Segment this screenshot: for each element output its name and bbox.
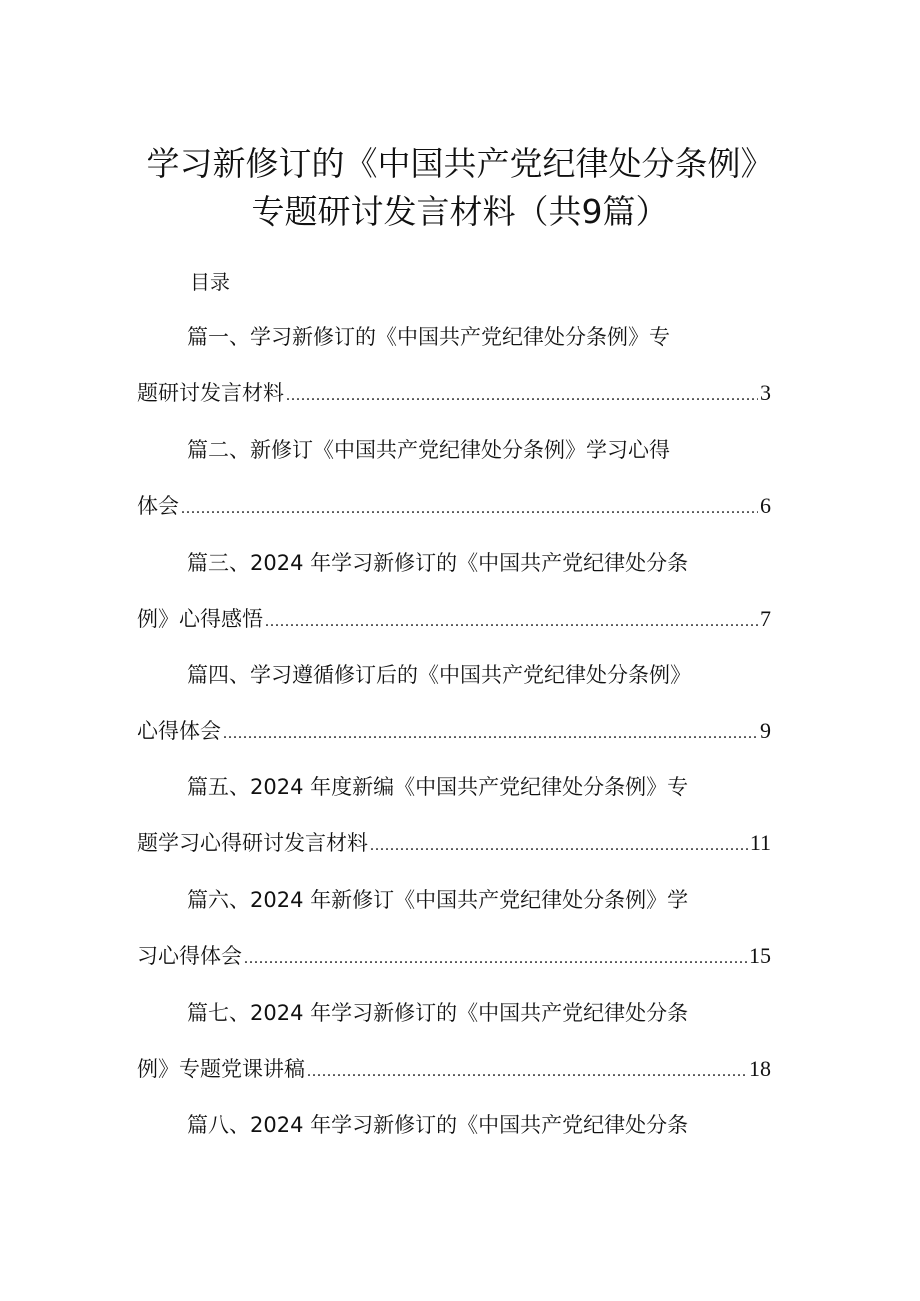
- toc-heading: 目录: [190, 270, 230, 294]
- document-title-line-1: 学习新修订的《中国共产党纪律处分条例》: [146, 144, 774, 183]
- toc-entry-title: 习心得体会: [137, 944, 242, 968]
- toc-entry-1-line-2[interactable]: [137, 378, 771, 411]
- toc-entry-title: 题研讨发言材料: [137, 381, 284, 405]
- toc-page-number: 7: [760, 606, 771, 631]
- toc-entry-4-line-1[interactable]: 篇四、学习遵循修订后的《中国共产党纪律处分条例》: [187, 663, 691, 687]
- toc-entry-4-line-2[interactable]: [137, 716, 771, 749]
- document-title-line-2: 专题研讨发言材料（共9篇）: [251, 192, 669, 231]
- dot-leader: [265, 607, 758, 637]
- toc-entry-5-line-1[interactable]: 篇五、2024 年度新编《中国共产党纪律处分条例》专: [187, 775, 689, 799]
- toc-entry-2-line-1[interactable]: 篇二、新修订《中国共产党纪律处分条例》学习心得: [187, 438, 670, 462]
- toc-page-number: 18: [749, 1056, 771, 1081]
- dot-leader: [286, 381, 758, 411]
- dot-leader: [223, 719, 758, 749]
- toc-entry-title: 例》心得感悟: [137, 607, 263, 631]
- dot-leader: [307, 1057, 747, 1087]
- toc-entry-2-line-2[interactable]: [137, 491, 771, 524]
- toc-page-number: 15: [749, 943, 771, 968]
- toc-entry-title: 题学习心得研讨发言材料: [137, 831, 368, 855]
- dot-leader: [181, 494, 758, 524]
- toc-entry-3-line-2[interactable]: [137, 604, 771, 637]
- toc-entry-7-line-1[interactable]: 篇七、2024 年学习新修订的《中国共产党纪律处分条: [187, 1001, 689, 1025]
- toc-entry-6-line-2[interactable]: [137, 941, 771, 974]
- toc-entry-8-line-1[interactable]: 篇八、2024 年学习新修订的《中国共产党纪律处分条: [187, 1113, 689, 1137]
- toc-entry-3-line-1[interactable]: 篇三、2024 年学习新修订的《中国共产党纪律处分条: [187, 551, 689, 575]
- toc-entry-title: 体会: [137, 494, 179, 518]
- dot-leader: [244, 944, 747, 974]
- toc-entry-title: 心得体会: [137, 719, 221, 743]
- toc-page-number: 3: [760, 380, 771, 405]
- toc-entry-1-line-1[interactable]: 篇一、学习新修订的《中国共产党纪律处分条例》专: [187, 325, 670, 349]
- toc-entry-7-line-2[interactable]: [137, 1054, 771, 1087]
- toc-entry-5-line-2[interactable]: [137, 828, 771, 861]
- toc-entry-6-line-1[interactable]: 篇六、2024 年新修订《中国共产党纪律处分条例》学: [187, 888, 689, 912]
- toc-page-number: 11: [749, 830, 771, 855]
- toc-page-number: 6: [760, 493, 771, 518]
- toc-entry-title: 例》专题党课讲稿: [137, 1057, 305, 1081]
- dot-leader: [370, 831, 748, 861]
- toc-page-number: 9: [760, 718, 771, 743]
